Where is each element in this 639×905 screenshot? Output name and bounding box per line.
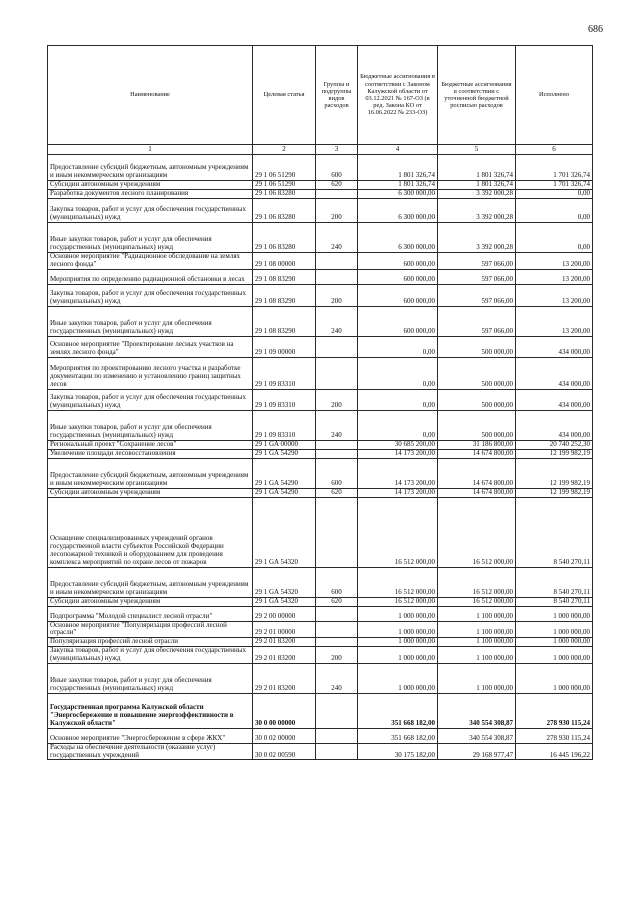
row-law-allocation: 600 000,00	[358, 269, 438, 284]
row-refined-allocation: 16 512 000,00	[438, 497, 516, 567]
row-executed: 20 740 252,30	[516, 440, 593, 449]
row-executed: 0,00	[516, 199, 593, 223]
row-law-allocation: 600 000,00	[358, 306, 438, 336]
column-number: 5	[438, 145, 516, 155]
row-name: Закупка товаров, работ и услуг для обеспечения государственных (муниципальных) нужд	[48, 389, 253, 410]
row-refined-allocation: 597 066,00	[438, 253, 516, 270]
row-executed: 1 000 000,00	[516, 606, 593, 621]
row-executed: 434 000,00	[516, 410, 593, 440]
row-refined-allocation: 597 066,00	[438, 269, 516, 284]
table-row	[48, 647, 593, 664]
column-number: 6	[516, 145, 593, 155]
row-target-article: 29 1 GA 54290	[253, 458, 316, 488]
table-row	[48, 357, 593, 389]
row-expense-group: 200	[316, 647, 358, 664]
row-law-allocation: 30 685 200,00	[358, 440, 438, 449]
row-refined-allocation: 31 186 800,00	[438, 440, 516, 449]
row-expense-group: 600	[316, 567, 358, 597]
row-law-allocation: 16 512 000,00	[358, 597, 438, 606]
row-name: Субсидии автономным учреждениям	[48, 181, 253, 190]
row-law-allocation: 0,00	[358, 389, 438, 410]
table-row	[48, 728, 593, 743]
column-number-row	[48, 145, 593, 155]
table-row	[48, 458, 593, 488]
row-expense-group	[316, 449, 358, 458]
row-expense-group: 240	[316, 663, 358, 693]
row-refined-allocation: 1 100 000,00	[438, 663, 516, 693]
table-row	[48, 743, 593, 760]
row-target-article: 29 2 01 00000	[253, 621, 316, 638]
table-row	[48, 567, 593, 597]
row-refined-allocation: 3 392 000,28	[438, 190, 516, 199]
row-target-article: 29 2 00 00000	[253, 606, 316, 621]
column-number: 3	[316, 145, 358, 155]
row-name: Оснащение специализированных учреждений органов государственной власти субъектов Российской Федерации лесопожарной техникой и оборудованием для проведения комплекса мероприятий по охране лесов от пожаров	[48, 497, 253, 567]
row-expense-group: 240	[316, 410, 358, 440]
row-name: Предоставление субсидий бюджетным, автономным учреждениям и иным некоммерческим организациям	[48, 155, 253, 181]
row-refined-allocation: 340 554 308,87	[438, 728, 516, 743]
row-law-allocation: 0,00	[358, 336, 438, 357]
table-row	[48, 440, 593, 449]
row-law-allocation: 1 000 000,00	[358, 647, 438, 664]
table-row	[48, 606, 593, 621]
row-law-allocation: 1 000 000,00	[358, 638, 438, 647]
budget-table	[47, 45, 593, 760]
row-expense-group: 200	[316, 389, 358, 410]
row-law-allocation: 0,00	[358, 410, 438, 440]
table-row	[48, 638, 593, 647]
table-row	[48, 693, 593, 728]
row-executed: 16 445 196,22	[516, 743, 593, 760]
header-law-allocations: Бюджетные ассигнования в соответствии с Законом Калужской области от 03.12.2021 № 167-ОЗ (в ред. Закона КО от 16.06.2022 № 233-ОЗ)	[358, 46, 438, 145]
row-refined-allocation: 14 674 800,00	[438, 458, 516, 488]
row-refined-allocation: 29 168 977,47	[438, 743, 516, 760]
row-target-article: 29 1 08 83290	[253, 306, 316, 336]
row-target-article: 29 1 06 51290	[253, 181, 316, 190]
row-law-allocation: 30 175 182,00	[358, 743, 438, 760]
row-executed: 13 200,00	[516, 306, 593, 336]
table-row	[48, 449, 593, 458]
row-law-allocation: 16 512 000,00	[358, 497, 438, 567]
row-executed: 8 540 270,11	[516, 567, 593, 597]
column-number: 2	[253, 145, 316, 155]
table-row	[48, 621, 593, 638]
row-target-article: 29 1 06 83280	[253, 199, 316, 223]
row-law-allocation: 16 512 000,00	[358, 567, 438, 597]
row-name: Региональный проект "Сохранение лесов"	[48, 440, 253, 449]
row-law-allocation: 6 300 000,00	[358, 223, 438, 253]
row-expense-group: 620	[316, 597, 358, 606]
row-executed: 278 930 115,24	[516, 693, 593, 728]
row-law-allocation: 6 300 000,00	[358, 199, 438, 223]
row-target-article: 29 1 GA 00000	[253, 440, 316, 449]
table-row	[48, 389, 593, 410]
row-name: Предоставление субсидий бюджетным, автономным учреждениям и иным некоммерческим организациям	[48, 458, 253, 488]
row-executed: 0,00	[516, 190, 593, 199]
row-law-allocation: 1 000 000,00	[358, 621, 438, 638]
row-expense-group	[316, 269, 358, 284]
row-target-article: 29 1 09 83310	[253, 410, 316, 440]
row-name: Субсидии автономным учреждениям	[48, 597, 253, 606]
row-name: Субсидии автономным учреждениям	[48, 488, 253, 497]
row-target-article: 29 1 GA 54320	[253, 597, 316, 606]
row-expense-group	[316, 728, 358, 743]
row-expense-group	[316, 743, 358, 760]
table-row	[48, 181, 593, 190]
row-name: Популяризация профессий лесной отрасли	[48, 638, 253, 647]
row-expense-group: 240	[316, 306, 358, 336]
row-executed: 434 000,00	[516, 357, 593, 389]
row-executed: 278 930 115,24	[516, 728, 593, 743]
row-executed: 1 701 326,74	[516, 181, 593, 190]
row-target-article: 30 0 00 00000	[253, 693, 316, 728]
row-executed: 8 540 270,11	[516, 597, 593, 606]
row-target-article: 29 1 09 83310	[253, 389, 316, 410]
row-expense-group	[316, 336, 358, 357]
row-refined-allocation: 1 100 000,00	[438, 638, 516, 647]
row-name: Основное мероприятие "Энергосбережение в сфере ЖКХ"	[48, 728, 253, 743]
row-refined-allocation: 16 512 000,00	[438, 597, 516, 606]
row-expense-group: 600	[316, 458, 358, 488]
row-refined-allocation: 1 100 000,00	[438, 606, 516, 621]
table-row	[48, 223, 593, 253]
row-executed: 1 000 000,00	[516, 638, 593, 647]
row-law-allocation: 600 000,00	[358, 284, 438, 306]
row-name: Расходы на обеспечение деятельности (оказание услуг) государственных учреждений	[48, 743, 253, 760]
row-target-article: 29 2 01 83200	[253, 638, 316, 647]
row-executed: 1 000 000,00	[516, 621, 593, 638]
table-body	[48, 155, 593, 760]
row-target-article: 29 1 08 00000	[253, 253, 316, 270]
row-name: Увеличение площади лесовосстановления	[48, 449, 253, 458]
row-name: Иные закупки товаров, работ и услуг для обеспечения государственных (муниципальных) нужд	[48, 223, 253, 253]
row-name: Закупка товаров, работ и услуг для обеспечения государственных (муниципальных) нужд	[48, 647, 253, 664]
row-expense-group	[316, 253, 358, 270]
row-executed: 0,00	[516, 223, 593, 253]
row-target-article: 29 1 GA 54290	[253, 449, 316, 458]
row-executed: 1 000 000,00	[516, 663, 593, 693]
row-target-article: 29 2 01 83200	[253, 663, 316, 693]
header-row	[48, 46, 593, 145]
row-target-article: 30 0 02 00000	[253, 728, 316, 743]
row-executed: 434 000,00	[516, 336, 593, 357]
table-row	[48, 253, 593, 270]
row-name: Основное мероприятие "Радиационное обследование на землях лесного фонда"	[48, 253, 253, 270]
row-name: Мероприятия по проектированию лесного участка и разработке документации по изменению и установлению границ защитных лесов	[48, 357, 253, 389]
row-law-allocation: 14 173 200,00	[358, 449, 438, 458]
row-executed: 1 701 326,74	[516, 155, 593, 181]
row-executed: 13 200,00	[516, 253, 593, 270]
row-executed: 13 200,00	[516, 284, 593, 306]
row-law-allocation: 14 173 200,00	[358, 488, 438, 497]
table-row	[48, 306, 593, 336]
header-executed: Исполнено	[516, 46, 593, 145]
row-target-article: 29 1 06 51290	[253, 155, 316, 181]
row-expense-group: 620	[316, 181, 358, 190]
row-target-article: 29 1 06 83280	[253, 190, 316, 199]
row-law-allocation: 1 000 000,00	[358, 663, 438, 693]
row-target-article: 29 1 08 83290	[253, 269, 316, 284]
row-refined-allocation: 500 000,00	[438, 336, 516, 357]
table-row	[48, 269, 593, 284]
row-law-allocation: 351 668 182,00	[358, 693, 438, 728]
table-row	[48, 155, 593, 181]
row-name: Закупка товаров, работ и услуг для обеспечения государственных (муниципальных) нужд	[48, 199, 253, 223]
row-target-article: 29 1 06 83280	[253, 223, 316, 253]
column-number: 1	[48, 145, 253, 155]
header-target-article: Целевая статья	[253, 46, 316, 145]
row-name: Государственная программа Калужской области "Энергосбережение и повышение энергоэффективности в Калужской области"	[48, 693, 253, 728]
row-target-article: 29 1 GA 54320	[253, 497, 316, 567]
table-row	[48, 663, 593, 693]
row-law-allocation: 14 173 200,00	[358, 458, 438, 488]
row-expense-group	[316, 357, 358, 389]
row-law-allocation: 1 801 326,74	[358, 181, 438, 190]
row-name: Закупка товаров, работ и услуг для обеспечения государственных (муниципальных) нужд	[48, 284, 253, 306]
header-name: Наименование	[48, 46, 253, 145]
row-expense-group: 200	[316, 199, 358, 223]
row-expense-group	[316, 638, 358, 647]
table-row	[48, 284, 593, 306]
row-executed: 8 540 270,11	[516, 497, 593, 567]
row-name: Иные закупки товаров, работ и услуг для обеспечения государственных (муниципальных) нужд	[48, 306, 253, 336]
row-refined-allocation: 14 674 800,00	[438, 488, 516, 497]
table-row	[48, 488, 593, 497]
row-target-article: 30 0 02 00590	[253, 743, 316, 760]
row-refined-allocation: 3 392 000,28	[438, 223, 516, 253]
row-expense-group	[316, 497, 358, 567]
row-refined-allocation: 16 512 000,00	[438, 567, 516, 597]
row-expense-group	[316, 190, 358, 199]
table-row	[48, 190, 593, 199]
row-law-allocation: 0,00	[358, 357, 438, 389]
row-expense-group	[316, 693, 358, 728]
row-executed: 1 000 000,00	[516, 647, 593, 664]
row-refined-allocation: 3 392 000,28	[438, 199, 516, 223]
row-expense-group	[316, 606, 358, 621]
row-name: Разработка документов лесного планирования	[48, 190, 253, 199]
row-expense-group: 200	[316, 284, 358, 306]
row-name: Иные закупки товаров, работ и услуг для обеспечения государственных (муниципальных) нужд	[48, 663, 253, 693]
row-refined-allocation: 14 674 800,00	[438, 449, 516, 458]
row-refined-allocation: 597 066,00	[438, 284, 516, 306]
row-target-article: 29 1 GA 54320	[253, 567, 316, 597]
row-target-article: 29 1 GA 54290	[253, 488, 316, 497]
row-refined-allocation: 1 801 326,74	[438, 155, 516, 181]
row-law-allocation: 1 801 326,74	[358, 155, 438, 181]
row-refined-allocation: 597 066,00	[438, 306, 516, 336]
row-expense-group: 240	[316, 223, 358, 253]
row-name: Основное мероприятие "Проектирование лесных участков на землях лесного фонда"	[48, 336, 253, 357]
row-law-allocation: 351 668 182,00	[358, 728, 438, 743]
row-executed: 12 199 982,19	[516, 449, 593, 458]
row-refined-allocation: 500 000,00	[438, 410, 516, 440]
table-row	[48, 597, 593, 606]
table-row	[48, 497, 593, 567]
row-name: Подпрограмма "Молодой специалист лесной отрасли"	[48, 606, 253, 621]
row-target-article: 29 1 09 00000	[253, 336, 316, 357]
header-refined-allocations: Бюджетные ассигнования в соответствии с уточненной бюджетной росписью расходов	[438, 46, 516, 145]
row-expense-group: 620	[316, 488, 358, 497]
row-name: Иные закупки товаров, работ и услуг для обеспечения государственных (муниципальных) нужд	[48, 410, 253, 440]
row-expense-group: 600	[316, 155, 358, 181]
row-refined-allocation: 500 000,00	[438, 357, 516, 389]
column-number: 4	[358, 145, 438, 155]
row-expense-group	[316, 621, 358, 638]
table-row	[48, 410, 593, 440]
row-executed: 12 199 982,19	[516, 488, 593, 497]
row-target-article: 29 2 01 83200	[253, 647, 316, 664]
table-row	[48, 336, 593, 357]
row-refined-allocation: 1 100 000,00	[438, 647, 516, 664]
row-name: Предоставление субсидий бюджетным, автономным учреждениям и иным некоммерческим организациям	[48, 567, 253, 597]
row-name: Мероприятия по определению радиационной обстановки в лесах	[48, 269, 253, 284]
row-name: Основное мероприятие "Популяризация профессий лесной отрасли"	[48, 621, 253, 638]
row-refined-allocation: 1 801 326,74	[438, 181, 516, 190]
row-target-article: 29 1 09 83310	[253, 357, 316, 389]
row-refined-allocation: 500 000,00	[438, 389, 516, 410]
row-target-article: 29 1 08 83290	[253, 284, 316, 306]
row-executed: 13 200,00	[516, 269, 593, 284]
row-executed: 12 199 982,19	[516, 458, 593, 488]
table-row	[48, 199, 593, 223]
row-law-allocation: 6 300 000,00	[358, 190, 438, 199]
row-executed: 434 000,00	[516, 389, 593, 410]
row-refined-allocation: 340 554 308,87	[438, 693, 516, 728]
row-expense-group	[316, 440, 358, 449]
row-refined-allocation: 1 100 000,00	[438, 621, 516, 638]
page-number: 686	[588, 24, 603, 35]
row-law-allocation: 600 000,00	[358, 253, 438, 270]
row-law-allocation: 1 000 000,00	[358, 606, 438, 621]
header-expense-groups: Группы и подгруппы видов расходов	[316, 46, 358, 145]
